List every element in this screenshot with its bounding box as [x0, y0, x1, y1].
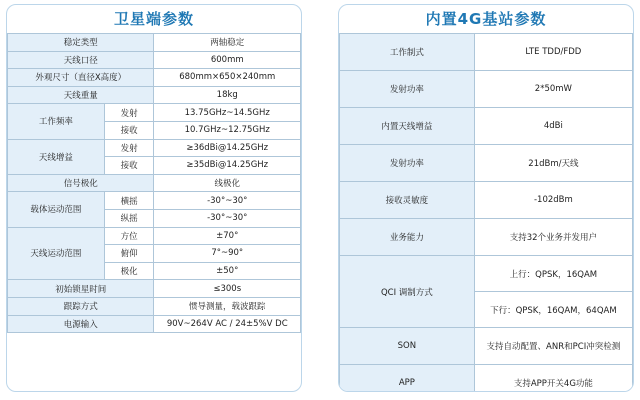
table-row — [340, 182, 633, 219]
lte-basestation-table — [339, 33, 633, 392]
table-row — [340, 34, 633, 71]
row-label: 外观尺寸（直径X高度） — [8, 69, 154, 87]
qci-downlink-value: 下行：QPSK，16QAM，64QAM — [474, 292, 632, 328]
antenna-el-label: 俯仰 — [104, 245, 154, 263]
table-row — [8, 69, 301, 87]
freq-tx-label: 发射 — [104, 104, 154, 122]
satellite-params-panel — [6, 4, 302, 392]
row-value: 90V~264V AC / 24±5%V DC — [154, 315, 301, 333]
carrier-pitch-value: -30°~30° — [154, 209, 301, 227]
table-row — [8, 297, 301, 315]
row-value: ≤300s — [154, 280, 301, 298]
freq-rx-label: 接收 — [104, 121, 154, 139]
table-row — [340, 219, 633, 256]
row-label: 跟踪方式 — [8, 297, 154, 315]
row-label: 稳定类型 — [8, 34, 154, 52]
table-row — [8, 104, 301, 122]
row-label: 初始锁星时间 — [8, 280, 154, 298]
gain-rx-label: 接收 — [104, 157, 154, 175]
antenna-pol-value: ±50° — [154, 262, 301, 280]
row-value: 两轴稳定 — [154, 34, 301, 52]
row-value: 支持自动配置、ANR和PCI冲突检测 — [474, 328, 632, 365]
row-label: 发射功率 — [340, 71, 475, 108]
row-value: 600mm — [154, 51, 301, 69]
freq-tx-value: 13.75GHz~14.5GHz — [154, 104, 301, 122]
row-label: 天线重量 — [8, 86, 154, 104]
carrier-roll-value: -30°~30° — [154, 192, 301, 210]
row-label: 接收灵敏度 — [340, 182, 475, 219]
row-value: 2*50mW — [474, 71, 632, 108]
carrier-roll-label: 横摇 — [104, 192, 154, 210]
antenna-pol-label: 极化 — [104, 262, 154, 280]
gain-label: 天线增益 — [8, 139, 105, 174]
row-label: 电源输入 — [8, 315, 154, 333]
table-row — [340, 71, 633, 108]
table-row — [8, 51, 301, 69]
row-label: APP — [340, 365, 475, 393]
carrier-pitch-label: 纵摇 — [104, 209, 154, 227]
table-row — [340, 256, 633, 292]
row-value: 18kg — [154, 86, 301, 104]
table-row — [340, 145, 633, 182]
row-value: 4dBi — [474, 108, 632, 145]
row-value: 支持APP开关4G功能 — [474, 365, 632, 393]
gain-tx-value: ≥36dBi@14.25GHz — [154, 139, 301, 157]
antenna-range-label: 天线运动范围 — [8, 227, 105, 280]
freq-rx-value: 10.7GHz~12.75GHz — [154, 121, 301, 139]
row-label: SON — [340, 328, 475, 365]
antenna-az-label: 方位 — [104, 227, 154, 245]
row-value: 680mm×650×240mm — [154, 69, 301, 87]
satellite-params-table — [7, 33, 301, 333]
antenna-el-value: 7°~90° — [154, 245, 301, 263]
gain-rx-value: ≥35dBi@14.25GHz — [154, 157, 301, 175]
freq-label: 工作频率 — [8, 104, 105, 139]
row-value: 惯导测量，载波跟踪 — [154, 297, 301, 315]
polarization-label: 信号极化 — [8, 174, 154, 192]
gain-tx-label: 发射 — [104, 139, 154, 157]
qci-uplink-value: 上行：QPSK，16QAM — [474, 256, 632, 292]
polarization-value: 线极化 — [154, 174, 301, 192]
table-row — [340, 365, 633, 393]
table-row — [8, 86, 301, 104]
table-row — [340, 328, 633, 365]
lte-basestation-title: 内置4G基站参数 — [425, 10, 547, 28]
table-row — [8, 174, 301, 192]
table-row — [8, 315, 301, 333]
qci-label: QCI 调制方式 — [340, 256, 475, 328]
lte-basestation-panel — [338, 4, 634, 392]
carrier-label: 载体运动范围 — [8, 192, 105, 227]
row-value: LTE TDD/FDD — [474, 34, 632, 71]
table-row — [8, 280, 301, 298]
table-row — [8, 192, 301, 210]
row-label: 发射功率 — [340, 145, 475, 182]
row-label: 工作制式 — [340, 34, 475, 71]
table-row — [340, 108, 633, 145]
row-label: 天线口径 — [8, 51, 154, 69]
row-label: 业务能力 — [340, 219, 475, 256]
row-label: 内置天线增益 — [340, 108, 475, 145]
row-value: 21dBm/天线 — [474, 145, 632, 182]
table-row — [8, 139, 301, 157]
table-row — [8, 34, 301, 52]
row-value: 支持32个业务并发用户 — [474, 219, 632, 256]
antenna-az-value: ±70° — [154, 227, 301, 245]
row-value: -102dBm — [474, 182, 632, 219]
table-row — [8, 227, 301, 245]
satellite-params-title: 卫星端参数 — [113, 10, 194, 28]
